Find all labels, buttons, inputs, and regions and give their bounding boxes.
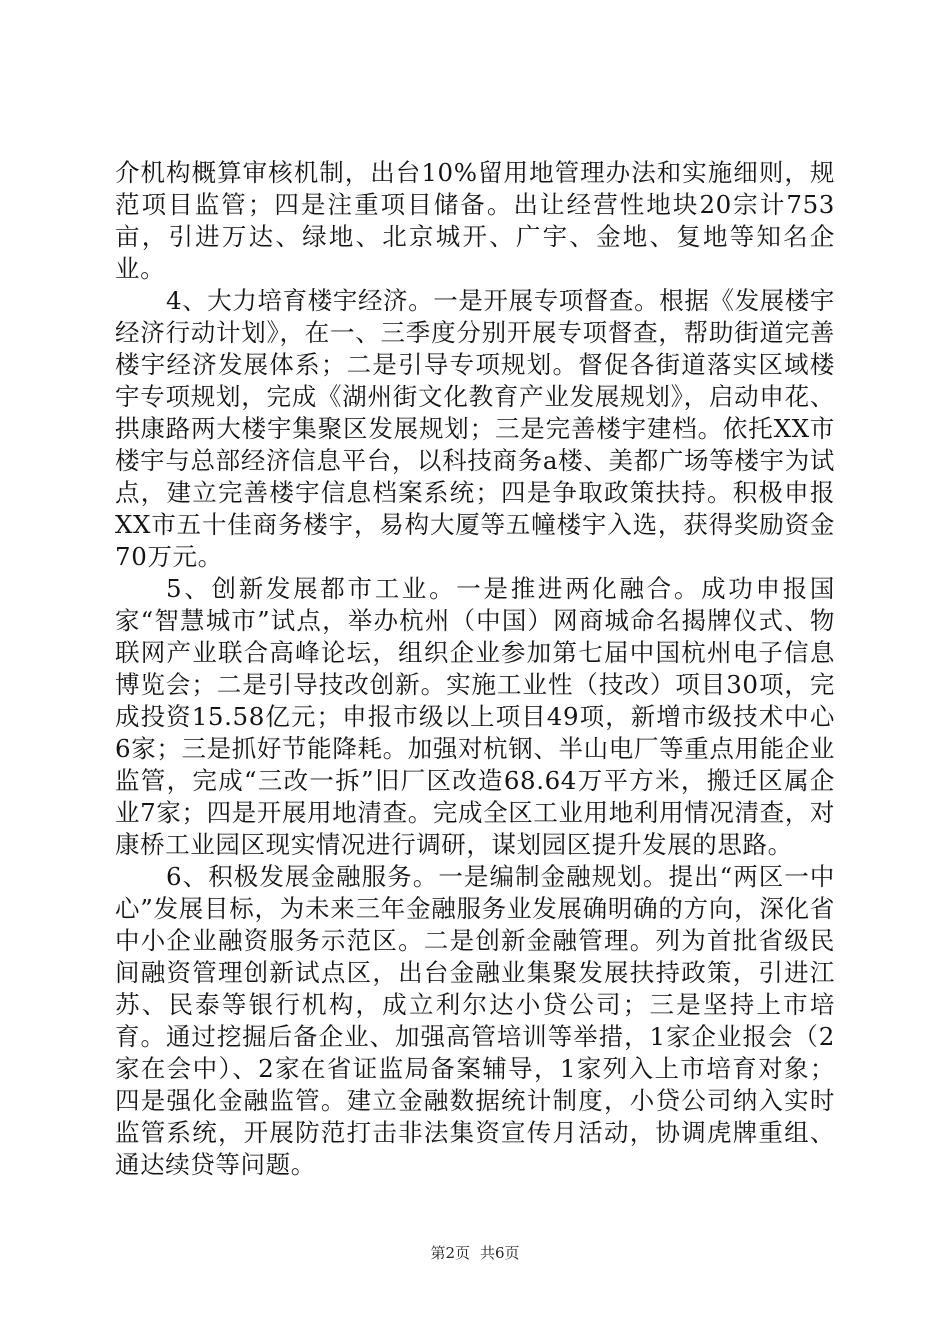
page-footer bbox=[0, 1243, 950, 1263]
paragraph-continuation: 介机构概算审核机制，出台10%留用地管理办法和实施细则，规范项目监管；四是注重项目储备。出让经营性地块20宗计753亩，引进万达、绿地、北京城开、广宇、金地、复地等知名企业。 bbox=[115, 158, 835, 283]
total-pages: 共6页 bbox=[480, 1244, 520, 1262]
paragraph-financial-services: 6、积极发展金融服务。一是编制金融规划。提出“两区一中心”发展目标，为未来三年金融服务业发展确明确的方向，深化省中小企业融资服务示范区。二是创新金融管理。列为首批省级民间融资管理创新试点区，出台金融业集聚发展扶持政策，引进江苏、民泰等银行机构，成立利尔达小贷公司；三是坚持上市培育。通过挖掘后备企业、加强高管培训等举措，1家企业报会（2家在会中）、2家在省证监局备案辅导，1家列入上市培育对象；四是强化金融监管。建立金融数据统计制度，小贷公司纳入实时监管系统，开展防范打击非法集资宣传月活动，协调虎牌重组、通达续贷等问题。 bbox=[115, 862, 835, 1179]
paragraph-building-economy: 4、大力培育楼宇经济。一是开展专项督查。根据《发展楼宇经济行动计划》，在一、三季度分别开展专项督查，帮助街道完善楼宇经济发展体系；二是引导专项规划。督促各街道落实区域楼宇专项规划，完成《湖州街文化教育产业发展规划》，启动申花、拱康路两大楼宇集聚区发展规划；三是完善楼宇建档。依托XX市楼宇与总部经济信息平台，以科技商务a楼、美都广场等楼宇为试点，建立完善楼宇信息档案系统；四是争取政策扶持。积极申报XX市五十佳商务楼宇，易构大厦等五幢楼宇入选，获得奖励资金70万元。 bbox=[115, 286, 835, 571]
paragraph-urban-industry: 5、创新发展都市工业。一是推进两化融合。成功申报国家“智慧城市”试点，举办杭州（中国）网商城命名揭牌仪式、物联网产业联合高峰论坛，组织企业参加第七届中国杭州电子信息博览会；二是引导技改创新。实施工业性（技改）项目30项，完成投资15.58亿元；申报市级以上项目49项，新增市级技术中心6家；三是抓好节能降耗。加强对杭钢、半山电厂等重点用能企业监管，完成“三改一拆”旧厂区改造68.64万平方米，搬迁区属企业7家；四是开展用地清查。完成全区工业用地利用情况清查，对康桥工业园区现实情况进行调研，谋划园区提升发展的思路。 bbox=[115, 574, 835, 859]
page-number: 第2页 bbox=[430, 1244, 470, 1262]
document-body bbox=[115, 157, 835, 1181]
